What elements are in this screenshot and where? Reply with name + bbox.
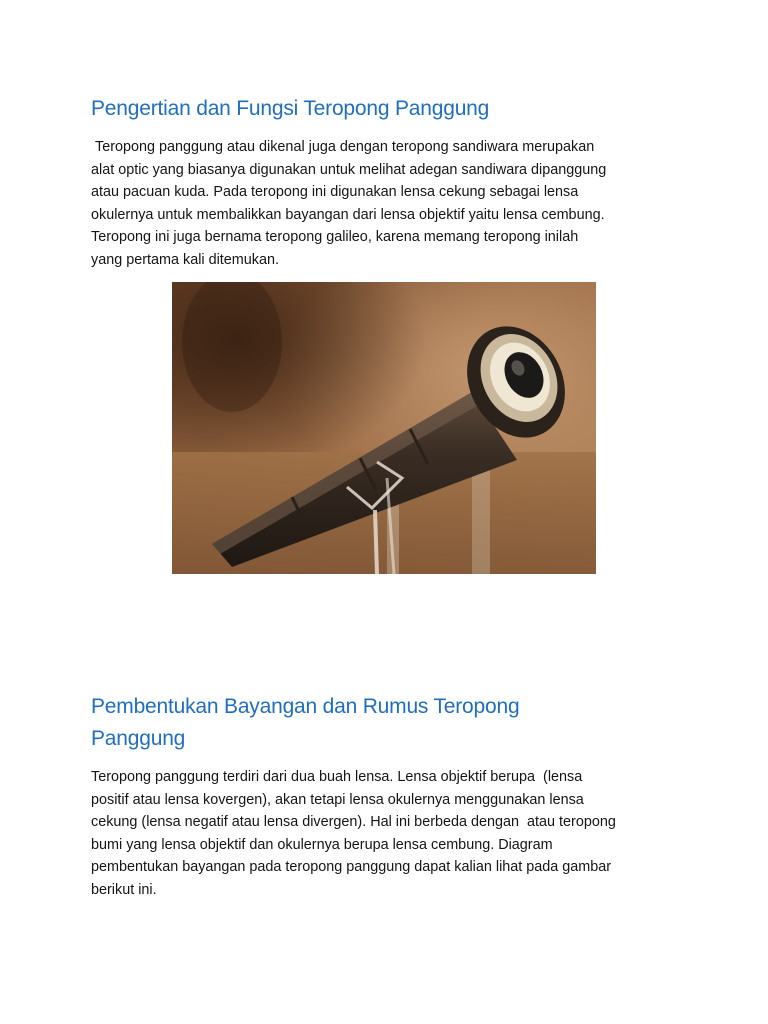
paragraph-line: bumi yang lensa objektif dan okulernya berupa lensa cembung. Diagram xyxy=(91,836,553,853)
paragraph-pembentukan xyxy=(91,766,691,901)
heading-line: Pembentukan Bayangan dan Rumus Teropong xyxy=(91,695,520,718)
paragraph-line: alat optic yang biasanya digunakan untuk melihat adegan sandiwara dipanggung xyxy=(91,161,607,178)
heading-line: Panggung xyxy=(91,727,186,750)
paragraph-line: atau pacuan kuda. Pada teropong ini digunakan lensa cekung sebagai lensa xyxy=(91,184,579,200)
paragraph-line: Teropong panggung terdiri dari dua buah lensa. Lensa objektif berupa (lensa xyxy=(91,769,583,785)
paragraph-line: Teropong ini juga bernama teropong galileo, karena memang teropong inilah xyxy=(91,229,579,245)
paragraph-line: positif atau lensa kovergen), akan tetapi lensa okulernya menggunakan lensa xyxy=(91,791,584,808)
paragraph-line: Teropong panggung atau dikenal juga dengan teropong sandiwara merupakan xyxy=(91,139,595,155)
paragraph-line: berikut ini. xyxy=(91,881,157,898)
section-heading-pembentukan xyxy=(91,691,611,755)
galileo-telescope-image xyxy=(172,282,596,574)
paragraph-line: pembentukan bayangan pada teropong panggung dapat kalian lihat pada gambar xyxy=(91,859,612,875)
paragraph-line: yang pertama kali ditemukan. xyxy=(91,251,279,268)
section-heading-pengertian: Pengertian dan Fungsi Teropong Panggung xyxy=(91,97,490,120)
telescope-photo xyxy=(172,282,596,574)
paragraph-line: cekung (lensa negatif atau lensa divergen). Hal ini berbeda dengan atau teropong xyxy=(91,814,616,830)
paragraph-line: okulernya untuk membalikkan bayangan dari lensa objektif yaitu lensa cembung. xyxy=(91,206,605,223)
paragraph-pengertian xyxy=(91,136,691,271)
